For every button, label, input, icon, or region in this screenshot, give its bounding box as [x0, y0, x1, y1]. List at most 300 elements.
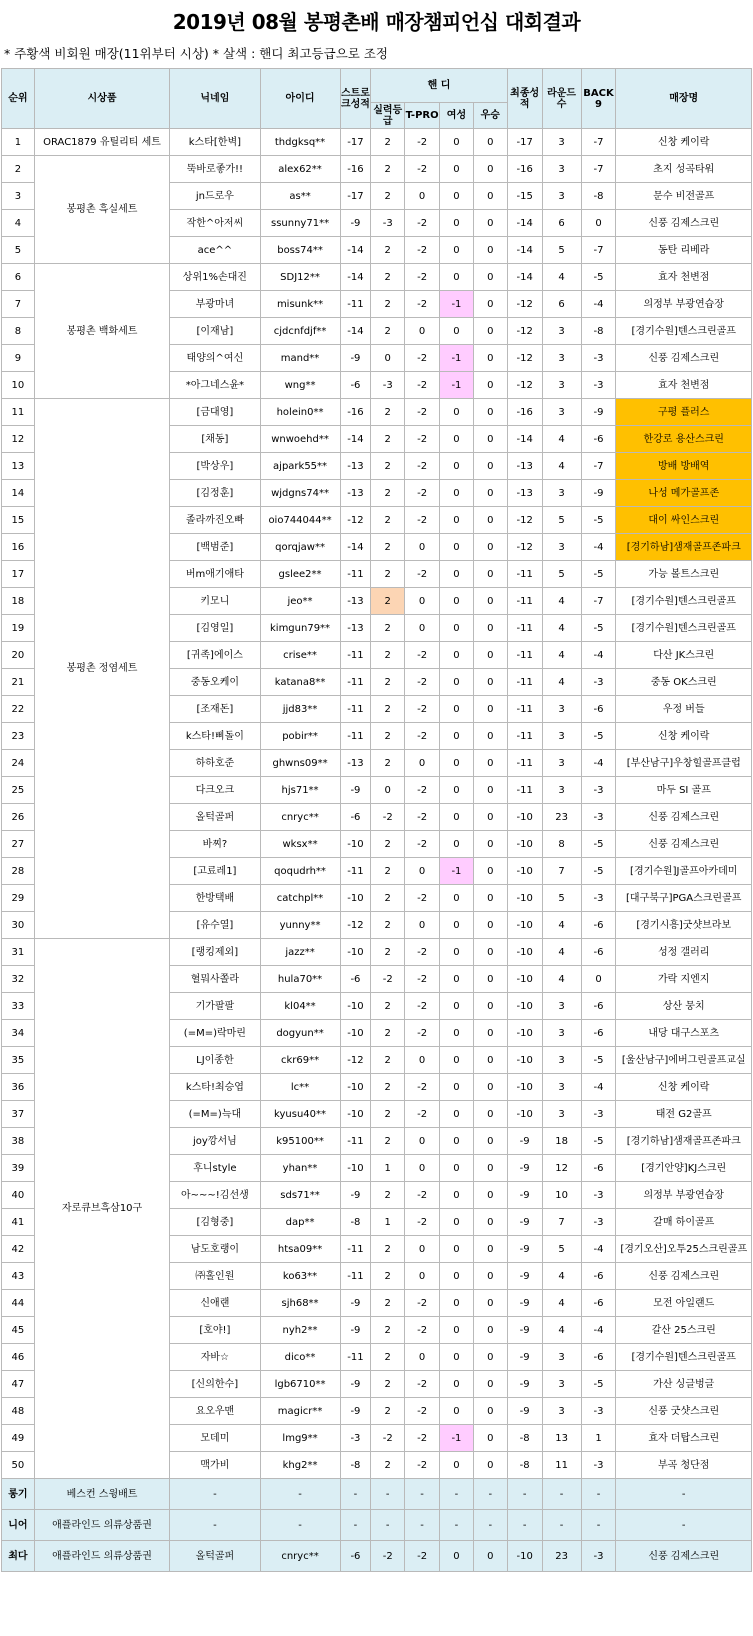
win-cell: 0 [473, 1020, 507, 1047]
nickname-cell: 졸라까진오빠 [170, 507, 260, 534]
header-win: 우승 [473, 103, 507, 129]
store-cell: [경기수원]텐스크린골프 [616, 318, 752, 345]
rounds-cell: 3 [542, 1344, 581, 1371]
userid-cell: cnryc** [260, 804, 340, 831]
final-cell: -12 [507, 291, 542, 318]
final-cell: -8 [507, 1425, 542, 1452]
skill-cell: 2 [371, 615, 405, 642]
win-cell: 0 [473, 912, 507, 939]
win-cell: 0 [473, 1290, 507, 1317]
back9-cell: -3 [581, 669, 616, 696]
win-cell: 0 [473, 777, 507, 804]
skill-cell: 2 [371, 291, 405, 318]
win-cell: 0 [473, 669, 507, 696]
female-cell: 0 [440, 588, 474, 615]
tpro-cell: 0 [405, 1047, 440, 1074]
userid-cell: boss74** [260, 237, 340, 264]
female-cell: 0 [440, 1236, 474, 1263]
rank-cell: 32 [2, 966, 35, 993]
final-cell: -11 [507, 777, 542, 804]
skill-cell: 2 [371, 156, 405, 183]
store-cell: 초지 성곡타워 [616, 156, 752, 183]
skill-cell: 2 [371, 183, 405, 210]
award-tpro-cell: - [405, 1510, 440, 1541]
userid-cell: khg2** [260, 1452, 340, 1479]
store-cell: 신풍 김제스크린 [616, 804, 752, 831]
final-cell: -11 [507, 588, 542, 615]
female-cell: 0 [440, 507, 474, 534]
nickname-cell: 신애랜 [170, 1290, 260, 1317]
rounds-cell: 3 [542, 1074, 581, 1101]
userid-cell: jjd83** [260, 696, 340, 723]
final-cell: -12 [507, 534, 542, 561]
tpro-cell: 0 [405, 615, 440, 642]
tpro-cell: 0 [405, 1263, 440, 1290]
rounds-cell: 23 [542, 804, 581, 831]
skill-cell: 2 [371, 237, 405, 264]
female-cell: 0 [440, 480, 474, 507]
win-cell: 0 [473, 399, 507, 426]
back9-cell: -5 [581, 1128, 616, 1155]
female-cell: -1 [440, 345, 474, 372]
final-cell: -10 [507, 912, 542, 939]
stroke-cell: -10 [340, 939, 371, 966]
stroke-cell: -13 [340, 588, 371, 615]
userid-cell: kimgun79** [260, 615, 340, 642]
skill-cell: 1 [371, 1209, 405, 1236]
nickname-cell: k스타!삐돌이 [170, 723, 260, 750]
tpro-cell: -2 [405, 1371, 440, 1398]
back9-cell: -5 [581, 561, 616, 588]
female-cell: 0 [440, 912, 474, 939]
skill-cell: 2 [371, 1128, 405, 1155]
award-back9-cell: - [581, 1479, 616, 1510]
tpro-cell: -2 [405, 696, 440, 723]
rank-cell: 27 [2, 831, 35, 858]
female-cell: 0 [440, 885, 474, 912]
win-cell: 0 [473, 1128, 507, 1155]
stroke-cell: -9 [340, 1182, 371, 1209]
tpro-cell: -2 [405, 507, 440, 534]
header-userid: 아이디 [260, 69, 340, 129]
female-cell: 0 [440, 723, 474, 750]
skill-cell: 2 [371, 561, 405, 588]
stroke-cell: -13 [340, 480, 371, 507]
store-cell: 방배 방배역 [616, 453, 752, 480]
skill-cell: 2 [371, 588, 405, 615]
award-stroke-cell: - [340, 1479, 371, 1510]
tpro-cell: -2 [405, 210, 440, 237]
final-cell: -10 [507, 1020, 542, 1047]
skill-cell: 2 [371, 480, 405, 507]
final-cell: -14 [507, 426, 542, 453]
skill-cell: 2 [371, 1371, 405, 1398]
award-prize-cell: 애플라인드 의류상품권 [34, 1541, 169, 1572]
skill-cell: 2 [371, 939, 405, 966]
win-cell: 0 [473, 1371, 507, 1398]
award-female-cell: - [440, 1510, 474, 1541]
tpro-cell: -2 [405, 1182, 440, 1209]
female-cell: -1 [440, 372, 474, 399]
back9-cell: -5 [581, 1047, 616, 1074]
win-cell: 0 [473, 1182, 507, 1209]
win-cell: 0 [473, 588, 507, 615]
rank-cell: 12 [2, 426, 35, 453]
back9-cell: -5 [581, 1371, 616, 1398]
female-cell: 0 [440, 129, 474, 156]
female-cell: 0 [440, 1074, 474, 1101]
female-cell: 0 [440, 426, 474, 453]
female-cell: 0 [440, 1020, 474, 1047]
stroke-cell: -9 [340, 1371, 371, 1398]
back9-cell: -3 [581, 1101, 616, 1128]
rounds-cell: 3 [542, 1020, 581, 1047]
back9-cell: 0 [581, 966, 616, 993]
back9-cell: -6 [581, 696, 616, 723]
rounds-cell: 11 [542, 1452, 581, 1479]
skill-cell: 2 [371, 399, 405, 426]
table-row [2, 264, 752, 291]
award-prize-cell: 애플라인드 의류상품권 [34, 1510, 169, 1541]
userid-cell: nyh2** [260, 1317, 340, 1344]
female-cell: 0 [440, 615, 474, 642]
skill-cell: 2 [371, 696, 405, 723]
tpro-cell: -2 [405, 264, 440, 291]
award-female-cell: - [440, 1479, 474, 1510]
female-cell: -1 [440, 858, 474, 885]
nickname-cell: [유수열] [170, 912, 260, 939]
userid-cell: wnwoehd** [260, 426, 340, 453]
female-cell: 0 [440, 399, 474, 426]
final-cell: -17 [507, 129, 542, 156]
store-cell: 가산 싱글벙글 [616, 1371, 752, 1398]
rank-cell: 40 [2, 1182, 35, 1209]
stroke-cell: -17 [340, 129, 371, 156]
rank-cell: 8 [2, 318, 35, 345]
nickname-cell: (=M=)락마린 [170, 1020, 260, 1047]
stroke-cell: -6 [340, 966, 371, 993]
win-cell: 0 [473, 858, 507, 885]
rounds-cell: 5 [542, 885, 581, 912]
store-cell: [경기시흥]굿샷브라보 [616, 912, 752, 939]
final-cell: -10 [507, 858, 542, 885]
rank-cell: 21 [2, 669, 35, 696]
rounds-cell: 7 [542, 1209, 581, 1236]
skill-cell: 2 [371, 1020, 405, 1047]
rank-cell: 9 [2, 345, 35, 372]
userid-cell: ssunny71** [260, 210, 340, 237]
award-id-cell: - [260, 1479, 340, 1510]
rank-cell: 5 [2, 237, 35, 264]
female-cell: 0 [440, 318, 474, 345]
female-cell: 0 [440, 966, 474, 993]
rounds-cell: 3 [542, 156, 581, 183]
back9-cell: 1 [581, 1425, 616, 1452]
rank-cell: 34 [2, 1020, 35, 1047]
store-cell: 모전 아일랜드 [616, 1290, 752, 1317]
rounds-cell: 4 [542, 939, 581, 966]
stroke-cell: -16 [340, 156, 371, 183]
female-cell: 0 [440, 453, 474, 480]
back9-cell: -7 [581, 237, 616, 264]
female-cell: 0 [440, 1263, 474, 1290]
store-cell: 문수 비전골프 [616, 183, 752, 210]
final-cell: -10 [507, 939, 542, 966]
store-cell: [경기수원]텐스크린골프 [616, 615, 752, 642]
userid-cell: misunk** [260, 291, 340, 318]
skill-cell: 2 [371, 912, 405, 939]
userid-cell: wjdgns74** [260, 480, 340, 507]
award-back9-cell: -3 [581, 1541, 616, 1572]
userid-cell: lmg9** [260, 1425, 340, 1452]
rounds-cell: 5 [542, 561, 581, 588]
rank-cell: 28 [2, 858, 35, 885]
nickname-cell: [백범준] [170, 534, 260, 561]
back9-cell: -7 [581, 129, 616, 156]
win-cell: 0 [473, 129, 507, 156]
female-cell: 0 [440, 993, 474, 1020]
userid-cell: wksx** [260, 831, 340, 858]
nickname-cell: 자바☆ [170, 1344, 260, 1371]
store-cell: 대이 싸인스크린 [616, 507, 752, 534]
award-final-cell: -10 [507, 1541, 542, 1572]
win-cell: 0 [473, 372, 507, 399]
store-cell: [경기안양]KJ스크린 [616, 1155, 752, 1182]
female-cell: 0 [440, 1209, 474, 1236]
tpro-cell: 0 [405, 534, 440, 561]
win-cell: 0 [473, 1317, 507, 1344]
back9-cell: 0 [581, 210, 616, 237]
userid-cell: as** [260, 183, 340, 210]
award-id-cell: - [260, 1510, 340, 1541]
back9-cell: -4 [581, 534, 616, 561]
skill-cell: 2 [371, 831, 405, 858]
skill-cell: 2 [371, 993, 405, 1020]
nickname-cell: 상위1%손대진 [170, 264, 260, 291]
tpro-cell: -2 [405, 1398, 440, 1425]
tpro-cell: -2 [405, 1452, 440, 1479]
stroke-cell: -6 [340, 804, 371, 831]
stroke-cell: -8 [340, 1209, 371, 1236]
skill-cell: 2 [371, 129, 405, 156]
back9-cell: -9 [581, 480, 616, 507]
award-prize-cell: 베스컨 스윙배트 [34, 1479, 169, 1510]
nickname-cell: [박상우] [170, 453, 260, 480]
header-skill: 실력등급 [371, 103, 405, 129]
rounds-cell: 8 [542, 831, 581, 858]
award-row [2, 1479, 752, 1510]
userid-cell: kl04** [260, 993, 340, 1020]
back9-cell: -8 [581, 183, 616, 210]
win-cell: 0 [473, 1101, 507, 1128]
win-cell: 0 [473, 561, 507, 588]
nickname-cell: [고료레1] [170, 858, 260, 885]
back9-cell: -6 [581, 1020, 616, 1047]
back9-cell: -7 [581, 156, 616, 183]
female-cell: 0 [440, 642, 474, 669]
final-cell: -10 [507, 1074, 542, 1101]
rank-cell: 14 [2, 480, 35, 507]
nickname-cell: 바찌? [170, 831, 260, 858]
stroke-cell: -12 [340, 1047, 371, 1074]
store-cell: 의정부 부광연습장 [616, 1182, 752, 1209]
final-cell: -12 [507, 507, 542, 534]
back9-cell: -5 [581, 831, 616, 858]
skill-cell: 2 [371, 1074, 405, 1101]
userid-cell: yhan** [260, 1155, 340, 1182]
store-cell: [부산남구]우창힐골프클럽 [616, 750, 752, 777]
userid-cell: lc** [260, 1074, 340, 1101]
rank-cell: 36 [2, 1074, 35, 1101]
stroke-cell: -14 [340, 534, 371, 561]
rank-cell: 25 [2, 777, 35, 804]
stroke-cell: -11 [340, 642, 371, 669]
rounds-cell: 3 [542, 1047, 581, 1074]
store-cell: 동탄 리베라 [616, 237, 752, 264]
back9-cell: -3 [581, 345, 616, 372]
back9-cell: -7 [581, 453, 616, 480]
header-final: 최종성적 [507, 69, 542, 129]
nickname-cell: *아그네스윤* [170, 372, 260, 399]
skill-cell: 0 [371, 345, 405, 372]
tpro-cell: 0 [405, 318, 440, 345]
rounds-cell: 3 [542, 1101, 581, 1128]
female-cell: 0 [440, 1452, 474, 1479]
stroke-cell: -12 [340, 507, 371, 534]
female-cell: 0 [440, 696, 474, 723]
nickname-cell: 작한^아저씨 [170, 210, 260, 237]
nickname-cell: [귀족]에이스 [170, 642, 260, 669]
header-store: 매장명 [616, 69, 752, 129]
skill-cell: 2 [371, 426, 405, 453]
stroke-cell: -13 [340, 615, 371, 642]
tpro-cell: 0 [405, 1155, 440, 1182]
userid-cell: alex62** [260, 156, 340, 183]
rank-cell: 30 [2, 912, 35, 939]
nickname-cell: [김정훈] [170, 480, 260, 507]
skill-cell: 2 [371, 1236, 405, 1263]
userid-cell: cjdcnfdjf** [260, 318, 340, 345]
stroke-cell: -12 [340, 912, 371, 939]
rounds-cell: 6 [542, 291, 581, 318]
userid-cell: sds71** [260, 1182, 340, 1209]
rounds-cell: 10 [542, 1182, 581, 1209]
award-final-cell: - [507, 1510, 542, 1541]
rank-cell: 38 [2, 1128, 35, 1155]
skill-cell: 2 [371, 318, 405, 345]
final-cell: -9 [507, 1290, 542, 1317]
userid-cell: dogyun** [260, 1020, 340, 1047]
nickname-cell: 모데미 [170, 1425, 260, 1452]
final-cell: -12 [507, 345, 542, 372]
female-cell: 0 [440, 534, 474, 561]
stroke-cell: -6 [340, 372, 371, 399]
award-nick-cell: 올턱골퍼 [170, 1541, 260, 1572]
legend-note: * 주황색 비회원 매장(11위부터 시상) * 살색 : 핸디 최고등급으로 조정 [4, 46, 388, 61]
award-store-cell: - [616, 1479, 752, 1510]
back9-cell: -9 [581, 399, 616, 426]
back9-cell: -5 [581, 264, 616, 291]
final-cell: -13 [507, 480, 542, 507]
female-cell: 0 [440, 1155, 474, 1182]
final-cell: -11 [507, 696, 542, 723]
rounds-cell: 4 [542, 453, 581, 480]
award-tpro-cell: -2 [405, 1541, 440, 1572]
back9-cell: -4 [581, 291, 616, 318]
nickname-cell: 부광마녀 [170, 291, 260, 318]
final-cell: -13 [507, 453, 542, 480]
back9-cell: -4 [581, 642, 616, 669]
rounds-cell: 12 [542, 1155, 581, 1182]
back9-cell: -3 [581, 372, 616, 399]
stroke-cell: -9 [340, 1290, 371, 1317]
back9-cell: -3 [581, 1452, 616, 1479]
nickname-cell: 한방택배 [170, 885, 260, 912]
rounds-cell: 3 [542, 696, 581, 723]
userid-cell: ghwns09** [260, 750, 340, 777]
store-cell: 구평 플러스 [616, 399, 752, 426]
female-cell: 0 [440, 1047, 474, 1074]
skill-cell: 2 [371, 1398, 405, 1425]
female-cell: 0 [440, 1290, 474, 1317]
back9-cell: -3 [581, 777, 616, 804]
rank-cell: 11 [2, 399, 35, 426]
award-skill-cell: - [371, 1479, 405, 1510]
userid-cell: jeo** [260, 588, 340, 615]
store-cell: 마두 SI 골프 [616, 777, 752, 804]
rounds-cell: 4 [542, 966, 581, 993]
rounds-cell: 3 [542, 129, 581, 156]
rounds-cell: 4 [542, 588, 581, 615]
win-cell: 0 [473, 804, 507, 831]
rank-cell: 49 [2, 1425, 35, 1452]
tpro-cell: -2 [405, 561, 440, 588]
award-store-cell: - [616, 1510, 752, 1541]
tpro-cell: -2 [405, 993, 440, 1020]
stroke-cell: -9 [340, 1398, 371, 1425]
userid-cell: wng** [260, 372, 340, 399]
stroke-cell: -11 [340, 1344, 371, 1371]
win-cell: 0 [473, 966, 507, 993]
award-final-cell: - [507, 1479, 542, 1510]
userid-cell: magicr** [260, 1398, 340, 1425]
skill-cell: 2 [371, 669, 405, 696]
tpro-cell: -2 [405, 1101, 440, 1128]
header-stroke: 스트로크성적 [340, 69, 371, 129]
skill-cell: 2 [371, 1290, 405, 1317]
back9-cell: -5 [581, 723, 616, 750]
tpro-cell: 0 [405, 1344, 440, 1371]
store-cell: 신풍 굿샷스크린 [616, 1398, 752, 1425]
tpro-cell: -2 [405, 345, 440, 372]
skill-cell: 2 [371, 264, 405, 291]
nickname-cell: 키모니 [170, 588, 260, 615]
stroke-cell: -16 [340, 399, 371, 426]
userid-cell: oio744044** [260, 507, 340, 534]
store-cell: 가락 지엔지 [616, 966, 752, 993]
rounds-cell: 4 [542, 1290, 581, 1317]
final-cell: -14 [507, 237, 542, 264]
prize-cell: 봉평촌 백화세트 [34, 264, 169, 399]
female-cell: 0 [440, 1398, 474, 1425]
stroke-cell: -10 [340, 993, 371, 1020]
tpro-cell: 0 [405, 858, 440, 885]
final-cell: -9 [507, 1371, 542, 1398]
back9-cell: -6 [581, 426, 616, 453]
rounds-cell: 4 [542, 264, 581, 291]
female-cell: -1 [440, 1425, 474, 1452]
tpro-cell: 0 [405, 588, 440, 615]
